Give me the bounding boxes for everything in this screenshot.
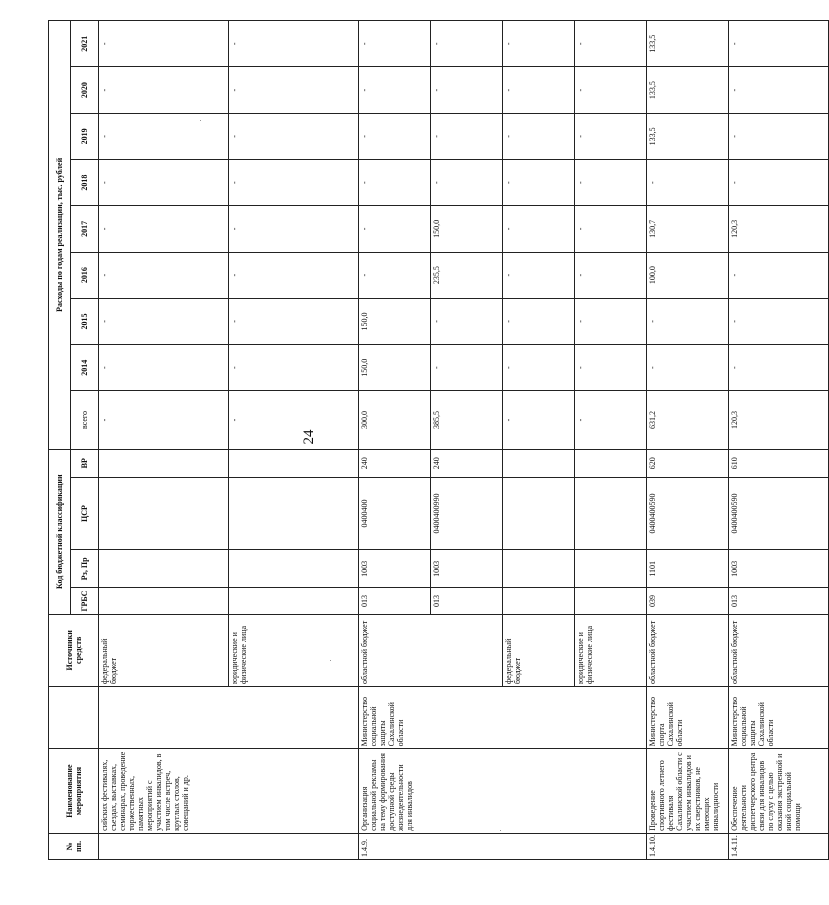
row-year-value: 150,0: [431, 206, 503, 252]
row-year-value: -: [99, 206, 229, 252]
header-budget-code: Код бюджетной классификации: [49, 449, 71, 614]
row-grbs: [575, 588, 647, 614]
row-year-value: 100,0: [647, 252, 729, 298]
row-year-value: -: [229, 252, 359, 298]
row-year-value: 235,5: [431, 252, 503, 298]
row-year-value: -: [431, 345, 503, 391]
row-source: областной бюджет: [729, 614, 829, 686]
row-rzpr: [99, 550, 229, 588]
row-year-value: -: [575, 298, 647, 344]
row-year-value: -: [503, 21, 575, 67]
row-csr: [575, 477, 647, 549]
row-year-value: -: [575, 206, 647, 252]
row-year-value: -: [431, 298, 503, 344]
scan-speck: [200, 120, 201, 121]
row-name: Проведение спортивного летнего фестиваля Сахалинской области с участием инвалидов и их сверстников, не имеющих инвалидности: [647, 749, 729, 833]
row-year-value: 133,5: [647, 113, 729, 159]
row-year-value: -: [575, 67, 647, 113]
row-name: Обеспечение деятельности диспетчерского центра связи для инвалидов по слуху с целью оказания экстренной и иной социальной помощи: [729, 749, 829, 833]
row-source: федеральный бюджет: [99, 614, 229, 686]
row-year-value: -: [503, 298, 575, 344]
header-rzpr: Рз, Пр: [71, 550, 99, 588]
row-csr: 0400400990: [431, 477, 503, 549]
header-year: 2016: [71, 252, 99, 298]
scan-speck: [330, 660, 331, 661]
row-year-value: -: [647, 160, 729, 206]
row-year-value: -: [229, 345, 359, 391]
row-vr: 240: [359, 449, 431, 477]
row-year-value: -: [99, 67, 229, 113]
header-name: Наименование мероприятия: [49, 749, 99, 833]
row-grbs: 013: [729, 588, 829, 614]
budget-table: [48, 20, 829, 860]
row-year-value: -: [229, 298, 359, 344]
row-number: 1.4.10.: [647, 833, 729, 859]
row-rzpr: [575, 550, 647, 588]
rotated-table-container: [48, 20, 802, 860]
row-year-value: -: [729, 252, 829, 298]
row-year-value: -: [359, 21, 431, 67]
header-executor: [49, 687, 99, 749]
row-csr: 0400400: [359, 477, 431, 549]
header-source: Источники средств: [49, 614, 99, 686]
row-grbs: 013: [431, 588, 503, 614]
row-year-value: -: [431, 21, 503, 67]
row-total: -: [229, 391, 359, 449]
row-grbs: 039: [647, 588, 729, 614]
row-csr: 0400400590: [729, 477, 829, 549]
row-year-value: -: [647, 298, 729, 344]
row-year-value: -: [229, 21, 359, 67]
row-year-value: -: [99, 252, 229, 298]
header-vr: ВР: [71, 449, 99, 477]
row-year-value: -: [99, 113, 229, 159]
row-executor: Министерство социальной защиты Сахалинской области: [729, 687, 829, 749]
row-csr: [99, 477, 229, 549]
row-grbs: [503, 588, 575, 614]
row-source: юридические и физические лица: [229, 614, 359, 686]
row-number: [99, 833, 359, 859]
header-year: 2018: [71, 160, 99, 206]
header-year: 2019: [71, 113, 99, 159]
row-vr: [229, 449, 359, 477]
row-name: Организация социальной рекламы на тему формирования доступной среды жизнедеятельности для инвалидов: [359, 749, 647, 833]
row-executor: Министерство социальной защиты Сахалинской области: [359, 687, 647, 749]
row-csr: 0400400590: [647, 477, 729, 549]
header-year: 2014: [71, 345, 99, 391]
scan-speck: [500, 830, 501, 831]
row-year-value: -: [359, 113, 431, 159]
row-total: 631,2: [647, 391, 729, 449]
row-year-value: 150,0: [359, 298, 431, 344]
row-year-value: -: [99, 345, 229, 391]
row-year-value: -: [431, 67, 503, 113]
row-year-value: -: [575, 345, 647, 391]
row-vr: [503, 449, 575, 477]
row-year-value: -: [503, 206, 575, 252]
table-row: [359, 21, 431, 860]
row-year-value: -: [359, 206, 431, 252]
row-year-value: -: [729, 345, 829, 391]
row-year-value: -: [359, 160, 431, 206]
header-total: всего: [71, 391, 99, 449]
row-rzpr: [503, 550, 575, 588]
row-year-value: -: [99, 298, 229, 344]
row-year-value: -: [99, 21, 229, 67]
row-year-value: -: [503, 345, 575, 391]
row-year-value: -: [503, 252, 575, 298]
header-expenses: Расходы по годам реализации, тыс. рублей: [49, 21, 71, 450]
row-executor: Министерство спорта Сахалинской области: [647, 687, 729, 749]
row-year-value: 120,3: [729, 206, 829, 252]
row-year-value: -: [431, 113, 503, 159]
row-total: -: [503, 391, 575, 449]
row-year-value: -: [729, 21, 829, 67]
row-year-value: -: [575, 252, 647, 298]
row-year-value: -: [575, 160, 647, 206]
header-year: 2015: [71, 298, 99, 344]
row-year-value: -: [647, 345, 729, 391]
header-year: 2017: [71, 206, 99, 252]
row-vr: 620: [647, 449, 729, 477]
row-total: -: [99, 391, 229, 449]
row-rzpr: 1003: [359, 550, 431, 588]
row-year-value: -: [99, 160, 229, 206]
row-year-value: -: [729, 160, 829, 206]
row-year-value: 133,5: [647, 21, 729, 67]
row-total: 120,3: [729, 391, 829, 449]
row-name: сийских фестивалях, съездах, выставках, семинарах, проведение торжественных, памятных мероприятий с участием инвалидов, в том числе встреч, круглых столов, совещаний и др.: [99, 749, 359, 833]
row-year-value: -: [729, 113, 829, 159]
row-year-value: -: [359, 252, 431, 298]
row-year-value: -: [503, 113, 575, 159]
header-grbs: ГРБС: [71, 588, 99, 614]
row-total: 300,0: [359, 391, 431, 449]
row-year-value: -: [229, 206, 359, 252]
row-source: юридические и физические лица: [575, 614, 647, 686]
table-row: [647, 21, 729, 860]
row-year-value: 130,7: [647, 206, 729, 252]
row-vr: 240: [431, 449, 503, 477]
row-source: областной бюджет: [647, 614, 729, 686]
row-rzpr: 1101: [647, 550, 729, 588]
row-source: федеральный бюджет: [503, 614, 575, 686]
row-year-value: -: [503, 67, 575, 113]
row-year-value: -: [575, 21, 647, 67]
row-number: 1.4.11.: [729, 833, 829, 859]
page-number: 24: [301, 429, 317, 445]
row-rzpr: [229, 550, 359, 588]
row-year-value: 133,5: [647, 67, 729, 113]
header-csr: ЦСР: [71, 477, 99, 549]
row-year-value: -: [229, 160, 359, 206]
table-row: [99, 21, 229, 860]
row-rzpr: 1003: [431, 550, 503, 588]
row-total: 385,5: [431, 391, 503, 449]
row-total: -: [575, 391, 647, 449]
row-executor: [99, 687, 359, 749]
row-year-value: -: [229, 113, 359, 159]
header-no: № пп.: [49, 833, 99, 859]
header-row-groups: [49, 21, 71, 860]
row-grbs: [99, 588, 229, 614]
row-year-value: -: [729, 298, 829, 344]
row-year-value: -: [729, 67, 829, 113]
row-vr: [575, 449, 647, 477]
row-number: 1.4.9.: [359, 833, 647, 859]
row-year-value: -: [575, 113, 647, 159]
row-source: областной бюджет: [359, 614, 503, 686]
row-csr: [503, 477, 575, 549]
row-csr: [229, 477, 359, 549]
row-grbs: 013: [359, 588, 431, 614]
row-rzpr: 1003: [729, 550, 829, 588]
row-vr: [99, 449, 229, 477]
table-row: [729, 21, 829, 860]
row-year-value: -: [229, 67, 359, 113]
row-grbs: [229, 588, 359, 614]
row-year-value: -: [431, 160, 503, 206]
row-vr: 610: [729, 449, 829, 477]
row-year-value: -: [359, 67, 431, 113]
header-year: 2020: [71, 67, 99, 113]
row-year-value: 150,0: [359, 345, 431, 391]
row-year-value: -: [503, 160, 575, 206]
header-year: 2021: [71, 21, 99, 67]
